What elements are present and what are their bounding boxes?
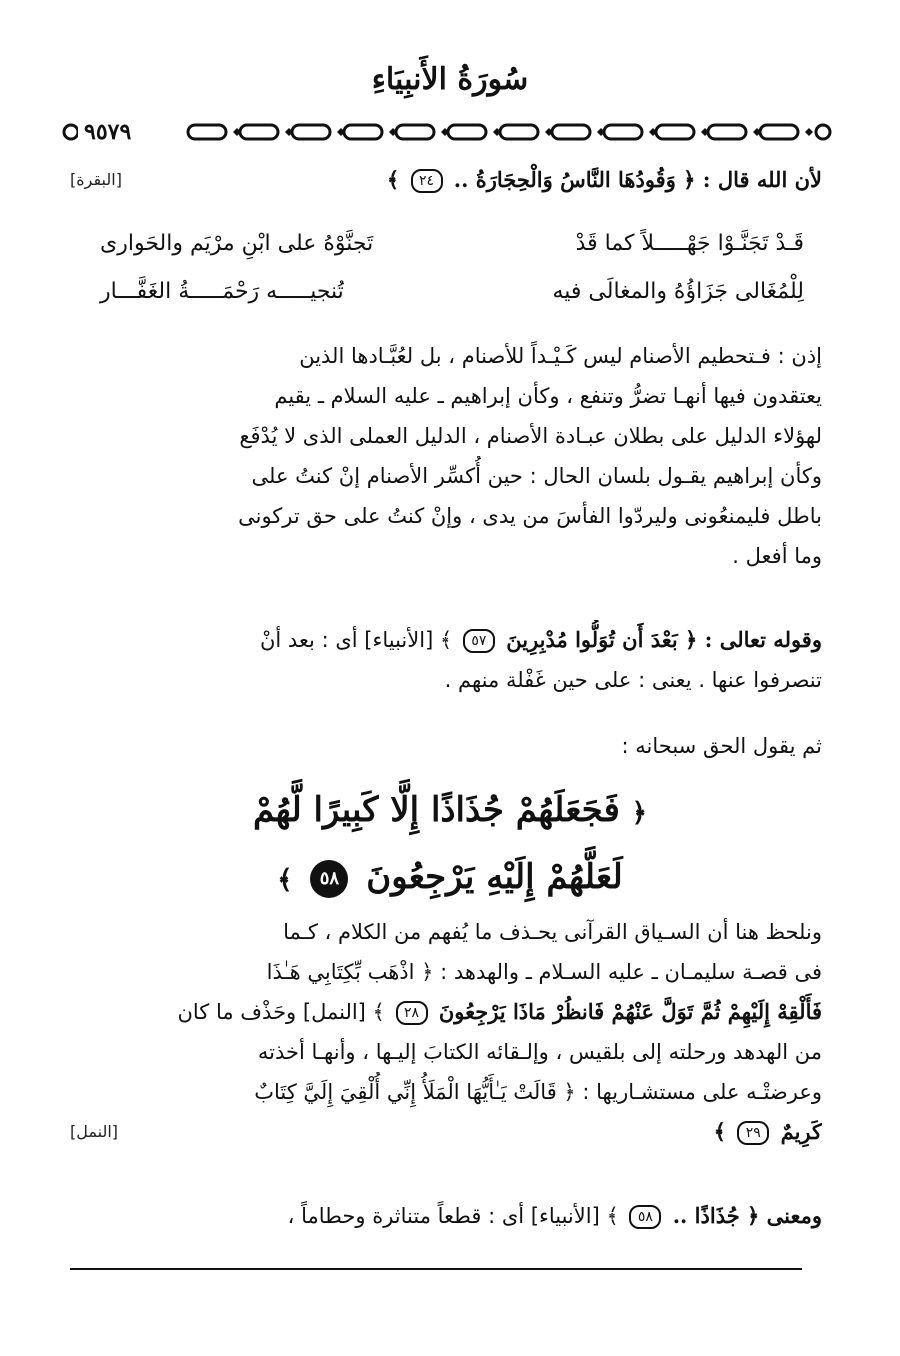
hemistich: تَجنَّوْهُ على ابْنِ مرْيَم والحَوارى [100,231,374,256]
verse-text: لَعَلَّهُمْ إِلَيْهِ يَرْجِعُونَ [366,857,623,897]
quote-close: ﴾ [النمل] وحَذْف ما كان [177,1000,392,1024]
surah-title: سُورَةُ الأَنبِيَاءِ [371,62,529,97]
quote-close: ﴾ [الأنبياء] أى : قطعاً متناثرة وحطاماً ، [287,1204,626,1228]
text-line: من الهدهد ورحلته إلى بلقيس ، وإلـقائه الكتابَ إليـها ، وأنهـا أخذته [257,1040,822,1064]
text-line: إذن : فـتحطيم الأصنام ليس كَـيْـداً للأصنام ، بل لعُبَّـادها الذين [299,344,822,368]
ayah-number: ٢٤ [411,169,443,193]
text-line: لهؤلاء الدليل على بطلان عبـادة الأصنام ، الدليل العملى الذى لا يُدْفَع [239,424,822,448]
verse-number-badge: ٥٨ [310,860,348,898]
ornament-open-icon: ﴿ [631,798,647,828]
surah-reference: [النمل] [70,1122,118,1141]
text-line: ونلحظ هنا أن السـياق القرآنى يحـذف ما يُفهم من الكلام ، كـما [283,920,822,944]
verse-line-1 [200,778,700,845]
text-line: فى قصـة سليمـان ـ عليه السـلام ـ والهدهد : ﴿ اذْهَب بِّكِتَابِي هَـٰذَا [266,960,822,984]
quote-close: ﴾ [713,1119,734,1144]
text-line: وعرضتْـه على مستشـاريها : ﴿ قَالَتْ يَـٰأَيُّهَا الْمَلَأُ إِنِّي أُلْقِيَ إِلَيَّ كِتَابٌ [254,1080,822,1104]
poetry-row [100,220,804,268]
quote-text: فَأَلْقِهْ إِلَيْهِمْ ثُمَّ تَوَلَّ عَنْهُمْ فَانظُرْ مَاذَا يَرْجِعُونَ [431,999,822,1024]
ayah-number: ٢٩ [737,1121,769,1145]
hemistich: تُنجيـــــه رَحْمَـــــةُ الغَفَّـــار [100,279,344,304]
paragraph-1 [70,160,822,200]
ayah-number: ٢٨ [396,1001,428,1025]
text-line: تنصرفوا عنها . يعنى : على حين غَفْلة منهم . [444,668,822,692]
hemistich: لِلْمُغَالى جَزَاؤُهُ والمغالَى فيه [552,279,804,304]
poetry-row [100,268,804,316]
quote-text: وقوله تعالى : ﴿ بَعْدَ أَن تُوَلُّوا مُدْبِرِينَ [498,627,822,652]
poetry-block [100,220,804,316]
verse-intro [70,726,822,766]
text-line: وما أفعل . [732,544,822,568]
paragraph-5 [70,1196,822,1236]
verse-text: فَجَعَلَهُمْ جُذَاذًا إِلَّا كَبِيرًا لَّهُمْ [253,790,620,830]
text-line: باطل فليمنعُونى وليردّوا الفأسَ من يدى ، وإنْ كنتُ على حق تركونى [238,504,822,528]
quote-text: ومعنى ﴿ جُذَاذًا .. [665,1203,822,1228]
ayah-number: ٥٧ [463,629,495,653]
ayah-number: ٥٨ [629,1205,661,1229]
quran-verse [200,778,700,912]
quote-close: ﴾ [386,167,407,192]
paragraph-4 [70,912,822,1152]
quote-text: لأن الله قال : ﴿ وَقُودُهَا النَّاسُ وَالْحِجَارَةُ .. [446,167,822,192]
footer-rule [70,1268,802,1270]
ornament-close-icon: ﴾ [277,865,293,895]
text-line: وكأن إبراهيم يقـول بلسان الحال : حين أُكسِّر الأصنام إنْ كنتُ على [251,464,822,488]
text-line: يعتقدون فيها أنهـا تضرُّ وتنفع ، وكأن إبراهيم ـ عليه السلام ـ يقيم [274,384,822,408]
ornamental-border [62,118,834,146]
paragraph-2 [70,336,822,576]
verse-line-2 [200,845,700,912]
quote-close: ﴾ [الأنبياء] أى : بعد أنْ [259,628,459,652]
paragraph-3 [70,620,822,700]
text-line: ثم يقول الحق سبحانه : [621,734,822,758]
surah-reference: [البقرة] [70,170,122,189]
hemistich: قَـدْ تَجَنَّـوْا جَهْـــــلاً كما قَدْ [575,231,804,256]
quote-text: كَرِيمٌ [773,1119,822,1144]
page-number: ٩٥٧٩ [78,118,137,146]
